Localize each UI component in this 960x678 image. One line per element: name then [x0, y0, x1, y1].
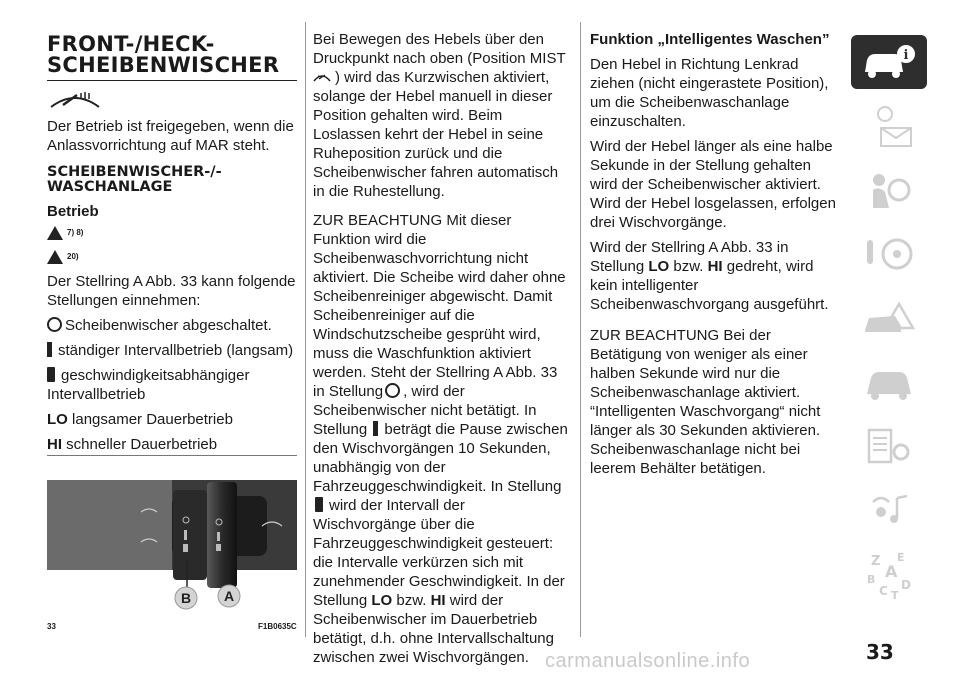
steering-wheel-icon [859, 232, 919, 276]
page-title [47, 34, 297, 76]
warning-icon [47, 250, 63, 264]
tab-driving[interactable] [851, 227, 927, 281]
hi-key: HI [47, 436, 62, 453]
airbag-icon [859, 168, 919, 212]
bar-icon [373, 421, 378, 436]
text: ZUR BEACHTUNG Mit dieser Funktion wird die Scheibenwaschvorrichtung nicht aktiviert. Die Scheibe wird daher ohne Scheibenreiniger abgewischt. Damit Scheibenreiniger auf die Windschutzscheibe gesprüht wird, muss die Waschfunktion aktiviert werden. Steht der Stellring A Abb. 33 in Stellung [313, 212, 566, 400]
position-interval [47, 341, 297, 360]
tab-multimedia[interactable] [851, 483, 927, 537]
column-1 [47, 0, 297, 479]
figure-label-a: A [223, 588, 235, 604]
position-interval-text: ständiger Intervallbetrieb (langsam) [58, 342, 294, 359]
paragraph-mist [313, 30, 571, 201]
block-icon [47, 367, 55, 382]
tab-emergency[interactable] [851, 291, 927, 345]
page-number: 33 [866, 640, 894, 664]
svg-text:E: E [897, 551, 905, 564]
hi-text: schneller Dauerbetrieb [66, 436, 218, 453]
paragraph-4: ZUR BEACHTUNG Bei der Betätigung von weniger als einer halben Sekunde wird nur die Scheibenwaschanlage aktiviert. “Intelligenten Waschvorgang“ nicht länger als 30 Sekunden aktivieren. Scheibenwaschanlage nicht bei leerem Behälter betätigen. [590, 327, 821, 477]
column-3 [590, 30, 842, 478]
paragraph-3 [590, 238, 842, 314]
windshield-wiper-icon [47, 87, 297, 111]
title-rule [47, 80, 297, 81]
svg-text:B: B [867, 573, 876, 586]
svg-text:D: D [901, 578, 911, 592]
intro-text: Der Betrieb ist freigegeben, wenn die Anlassvorrichtung auf MAR steht. [47, 118, 294, 154]
title-line-2: SCHEIBENWISCHER [47, 53, 280, 77]
wiper-stalk-figure [47, 460, 297, 620]
lo-key: LO [371, 592, 393, 609]
paragraph-note [313, 211, 571, 667]
figure-code: F1B0635C [258, 622, 297, 631]
text: wird der Scheibenwischer im Dauerbetrieb betätigt, d.h. ohne Intervallschaltung zwischen zwei Wischvorgängen. [313, 592, 554, 666]
bar-icon [47, 342, 52, 357]
section-heading [47, 165, 297, 195]
tab-technical-data[interactable] [851, 419, 927, 473]
warning-ref-label: 20) [67, 252, 79, 262]
washer-icon [313, 71, 331, 83]
figure-label-b: B [180, 590, 192, 606]
tab-vehicle-info[interactable] [851, 35, 927, 89]
lo-text: langsamer Dauerbetrieb [72, 411, 233, 428]
tab-safety[interactable] [851, 163, 927, 217]
column-divider [305, 22, 306, 637]
position-speed-text: geschwindigkeitsabhängiger Intervallbetrieb [47, 367, 250, 403]
column-2 [313, 30, 571, 667]
figure-number: 33 [47, 622, 56, 631]
text: wird der Intervall der Wischvorgänge über die Fahrzeuggeschwindigkeit gesteuert: die Intervalle verkürzen sich mit zunehmender Geschwindigkeit. In der Stellung [313, 497, 565, 609]
tab-lights-warnings[interactable] [851, 99, 927, 153]
svg-text:A: A [885, 562, 898, 581]
hi-key: HI [707, 258, 723, 275]
warning-ref-2 [47, 248, 297, 266]
position-lo [47, 410, 297, 429]
paragraph-1: Den Hebel in Richtung Lenkrad ziehen (nicht eingerastete Position), um die Scheibenwaschanlage einzuschalten. [590, 56, 829, 130]
positions-intro: Der Stellring A Abb. 33 kann folgende Stellungen einnehmen: [47, 273, 296, 309]
svg-text:Z: Z [871, 554, 881, 569]
paragraph-2: Wird der Hebel länger als eine halbe Sekunde in der Stellung gehalten wird der Scheibenwischer aktiviert. Wird der Hebel losgelassen, erfolgen drei Wischvorgänge. [590, 138, 836, 231]
block-icon [315, 497, 323, 512]
text: bzw. [673, 258, 704, 275]
document-gear-icon [859, 424, 919, 468]
subheading-betrieb: Betrieb [47, 203, 99, 220]
svg-text:i: i [903, 48, 909, 63]
svg-text:C: C [879, 584, 888, 598]
car-info-icon [859, 42, 919, 82]
watermark: carmanualsonline.info [545, 650, 751, 672]
breakdown-car-icon [859, 296, 919, 340]
text: , wird der Scheibenwischer nicht betätigt. In Stellung [313, 383, 537, 438]
position-speed [47, 366, 297, 404]
warning-icon [47, 226, 63, 240]
text: beträgt die Pause zwischen den Wischvorgängen 10 Sekunden, unabhängig von der Fahrzeuggeschwindigkeit. In Stellung [313, 421, 568, 495]
text: Wird der Stellring A Abb. 33 in Stellung [590, 239, 789, 275]
position-off-text: Scheibenwischer abgeschaltet. [65, 317, 272, 334]
tab-index[interactable] [851, 547, 927, 601]
music-signal-icon [859, 488, 919, 532]
tab-maintenance[interactable] [851, 355, 927, 409]
position-off [47, 316, 297, 335]
envelope-light-icon [859, 104, 919, 148]
lo-key: LO [47, 411, 68, 428]
text: gedreht, wird kein intelligenter Scheibenwaschvorgang ausgeführt. [590, 258, 829, 313]
circle-icon [47, 317, 62, 332]
car-service-icon [859, 360, 919, 404]
column-divider [580, 22, 581, 637]
chapter-sidebar [851, 35, 927, 611]
section-line-1: SCHEIBENWISCHER-/- [47, 164, 222, 180]
svg-text:T: T [891, 589, 899, 599]
position-hi [47, 435, 297, 454]
warning-ref-1 [47, 224, 297, 242]
text: ) wird das Kurzwischen aktiviert, solange der Hebel manuell in dieser Position gehalten wird. Beim Loslassen kehrt der Hebel in seine Ruheposition zurück und die Scheibenwischer fahren automatisch in die Ruhestellung. [313, 69, 559, 200]
title-line-1: FRONT-/HECK- [47, 32, 215, 56]
alphabet-index-icon [859, 549, 919, 599]
intelligent-wash-heading: Funktion „Intelligentes Waschen” [590, 31, 830, 48]
circle-icon [385, 383, 400, 398]
figure-rule [47, 455, 297, 456]
section-line-2: WASCHANLAGE [47, 179, 173, 195]
text: Bei Bewegen des Hebels über den Druckpunkt nach oben (Position MIST [313, 31, 566, 67]
text: bzw. [396, 592, 427, 609]
warning-ref-label: 7) 8) [67, 228, 84, 238]
hi-key: HI [430, 592, 446, 609]
lo-key: LO [648, 258, 670, 275]
